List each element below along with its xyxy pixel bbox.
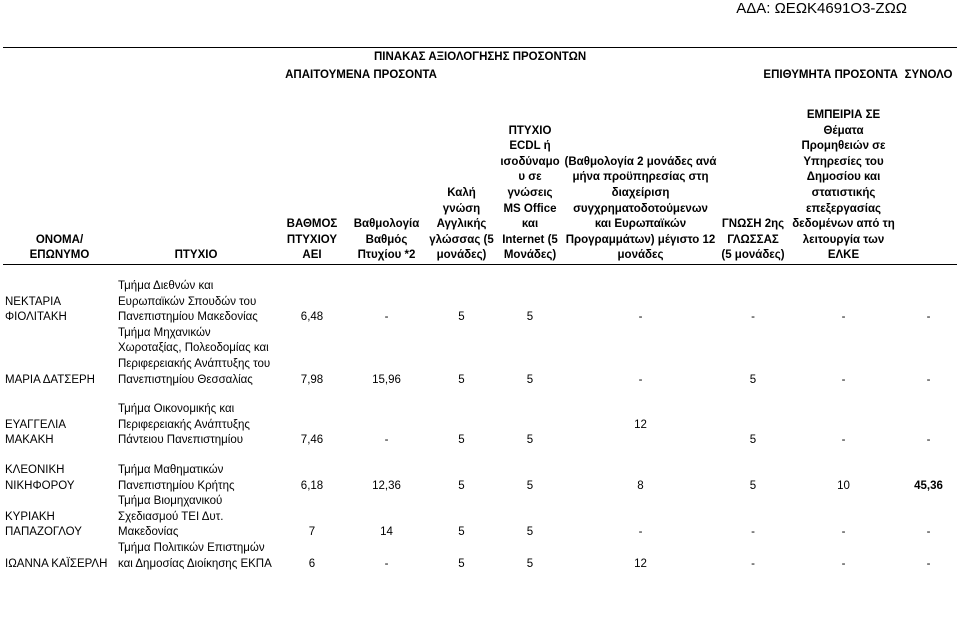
cell-procurement: - bbox=[841, 557, 846, 570]
cell-ecdl: 5 bbox=[526, 526, 534, 539]
cell-grade: 7,46 bbox=[300, 434, 324, 447]
col-grade-header: ΒΑΘΜΟΣ ΠΤΥΧΙΟΥ ΑΕΙ bbox=[276, 84, 348, 265]
cell-score: - bbox=[384, 557, 389, 570]
cell-grade: 7 bbox=[308, 526, 316, 539]
cell-total: - bbox=[926, 311, 931, 324]
cell-ecdl: 5 bbox=[526, 434, 534, 447]
candidate-name: ΙΩΑΝΝΑ ΚΑΪΣΕΡΛΗ bbox=[5, 557, 108, 570]
cell-procurement: - bbox=[841, 434, 846, 447]
cell-english: 5 bbox=[458, 434, 465, 447]
cell-experience: 8 bbox=[637, 479, 644, 492]
candidate-degree: Τμήμα Οικονομικής και Περιφερειακής Ανάπτυξης Πάντειου Πανεπιστημίου bbox=[118, 403, 250, 447]
cell-experience: 12 bbox=[634, 557, 647, 570]
cell-total: - bbox=[926, 434, 931, 447]
cell-ecdl: 5 bbox=[526, 557, 534, 570]
cell-ecdl: 5 bbox=[526, 479, 534, 492]
cell-english: 5 bbox=[458, 311, 465, 324]
col-total-header bbox=[900, 84, 957, 265]
cell-english: 5 bbox=[458, 557, 465, 570]
cell-language2: - bbox=[751, 311, 755, 324]
cell-procurement: - bbox=[841, 373, 846, 386]
candidate-name: ΚΛΕΟΝΙΚΗ ΝΙΚΗΦΟΡΟΥ bbox=[5, 463, 75, 492]
cell-experience: - bbox=[638, 311, 643, 324]
cell-ecdl: 5 bbox=[526, 373, 534, 386]
candidate-degree: Τμήμα Διεθνών και Ευρωπαϊκών Σπουδών του Πανεπιστημίου Μακεδονίας bbox=[118, 280, 258, 324]
cell-language2: - bbox=[751, 557, 755, 570]
cell-grade: 6,18 bbox=[300, 479, 324, 492]
cell-score: - bbox=[384, 434, 389, 447]
ada-reference: ΑΔΑ: ΩΕΩΚ4691Ο3-ΖΩΩ bbox=[736, 0, 907, 17]
cell-grade: 6,48 bbox=[300, 311, 324, 324]
table-title: ΠΙΝΑΚΑΣ ΑΞΙΟΛΟΓΗΣΗΣ ΠΡΟΣΟΝΤΩΝ bbox=[3, 48, 957, 67]
cell-experience: - bbox=[638, 373, 643, 386]
candidate-name: ΚΥΡΙΑΚΗ ΠΑΠΑΖΟΓΛΟΥ bbox=[5, 510, 82, 539]
cell-total: - bbox=[926, 557, 931, 570]
cell-english: 5 bbox=[458, 526, 465, 539]
candidate-name: ΝΕΚΤΑΡΙΑ ΦΙΟΛΙΤΑΚΗ bbox=[5, 295, 67, 324]
cell-score: 14 bbox=[380, 526, 393, 539]
cell-procurement: - bbox=[841, 311, 846, 324]
cell-procurement: - bbox=[841, 526, 846, 539]
cell-language2: 5 bbox=[749, 434, 757, 447]
table-row bbox=[3, 541, 957, 572]
col-procurement-header: ΕΜΠΕΙΡΙΑ ΣΕ Θέματα Προμηθειών σε Υπηρεσίες του Δημοσίου και στατιστικής επεξεργασίας δεδομένων από τη λειτουργία των ΕΛΚΕ bbox=[787, 84, 900, 265]
table-row bbox=[3, 402, 957, 449]
cell-english: 5 bbox=[458, 479, 465, 492]
candidate-degree: Τμήμα Βιομηχανικού Σχεδιασμού ΤΕΙ Δυτ. Μακεδονίας bbox=[118, 495, 224, 539]
cell-score: 12,36 bbox=[372, 479, 401, 492]
col-language2-header: ΓΝΩΣΗ 2ης ΓΛΩΣΣΑΣ (5 μονάδες) bbox=[719, 84, 787, 265]
candidate-degree: Τμήμα Μηχανικών Χωροταξίας, Πολεοδομίας και Περιφερειακής Ανάπτυξης του Πανεπιστημίου Θεσσαλίας bbox=[118, 326, 271, 386]
desired-group-header: ΕΠΙΘΥΜΗΤΑ ΠΡΟΣΟΝΤΑ bbox=[763, 69, 898, 82]
cell-english: 5 bbox=[458, 373, 465, 386]
cell-grade: 6 bbox=[308, 557, 316, 570]
col-degree-header: ΠΤΥΧΙΟ bbox=[116, 84, 276, 265]
candidate-degree: Τμήμα Μαθηματικών Πανεπιστημίου Κρήτης bbox=[118, 463, 235, 492]
table-row bbox=[3, 494, 957, 541]
cell-language2: - bbox=[751, 526, 755, 539]
candidate-degree: Τμήμα Πολιτικών Επιστημών και Δημοσίας Διοίκησης ΕΚΠΑ bbox=[118, 541, 272, 570]
cell-total: - bbox=[926, 373, 931, 386]
cell-ecdl: 5 bbox=[526, 311, 534, 324]
required-group-header: ΑΠΑΙΤΟΥΜΕΝΑ ΠΡΟΣΟΝΤΑ bbox=[285, 69, 437, 82]
candidate-name: ΕΥΑΓΓΕΛΙΑ ΜΑΚΑΚΗ bbox=[5, 418, 66, 447]
cell-procurement: 10 bbox=[837, 479, 850, 492]
table-row bbox=[3, 463, 957, 494]
candidate-name: ΜΑΡΙΑ ΔΑΤΣΕΡΗ bbox=[5, 373, 95, 386]
col-ecdl-header: ΠΤΥΧΙΟ ECDL ή ισοδύναμο υ σε γνώσεις MS Office και Internet (5 Μονάδες) bbox=[498, 84, 562, 265]
col-name-header: ΟΝΟΜΑ/ ΕΠΩΝΥΜΟ bbox=[3, 84, 116, 265]
evaluation-table bbox=[3, 47, 957, 572]
table-row bbox=[3, 279, 957, 326]
cell-grade: 7,98 bbox=[300, 373, 324, 386]
cell-language2: 5 bbox=[749, 479, 757, 492]
cell-score: 15,96 bbox=[372, 373, 401, 386]
cell-total: 45,36 bbox=[914, 479, 943, 492]
col-score-header: Βαθμολογία Βαθμός Πτυχίου *2 bbox=[348, 84, 425, 265]
cell-language2: 5 bbox=[749, 373, 757, 386]
table-row bbox=[3, 326, 957, 388]
col-english-header: Καλή γνώση Αγγλικής γλώσσας (5 μονάδες) bbox=[425, 84, 498, 265]
cell-score: - bbox=[384, 311, 389, 324]
col-experience-header: (Βαθμολογία 2 μονάδες ανά μήνα προϋπηρεσίας στη διαχείριση συγχρηματοδοτούμενων και Ευρωπαϊκών Προγραμμάτων) μέγιστο 12 μονάδες bbox=[562, 84, 719, 265]
total-group-header: ΣΥΝΟΛΟ bbox=[904, 69, 953, 82]
cell-experience: - bbox=[638, 526, 643, 539]
cell-experience: 12 bbox=[634, 418, 647, 431]
cell-total: - bbox=[926, 526, 931, 539]
